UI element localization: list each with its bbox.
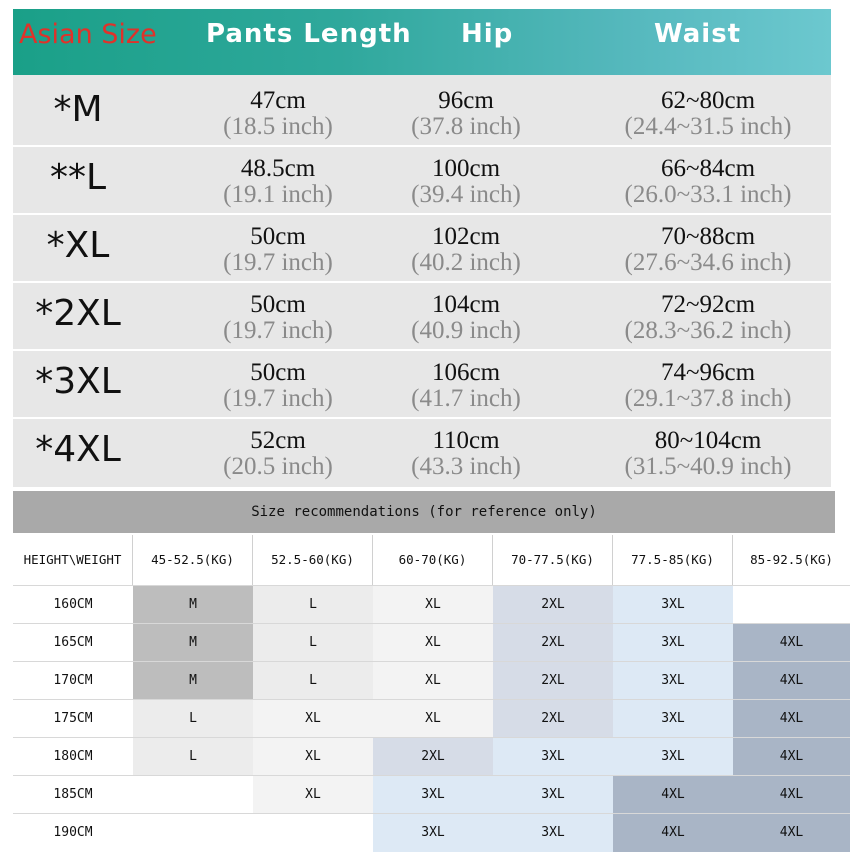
hip-value: 96cm (37.8 inch) [411,87,521,140]
height-cell: 180CM [13,738,133,776]
recommendation-title: Size recommendations (for reference only) [13,491,835,533]
size-label: *3XL [35,361,121,402]
weight-header: 52.5-60(KG) [253,535,373,585]
waist-value: 74~96cm (29.1~37.8 inch) [624,359,792,412]
size-cell: M [133,586,253,624]
height-cell: 175CM [13,700,133,738]
size-cell: 3XL [373,814,493,852]
waist-value: 66~84cm (26.0~33.1 inch) [624,155,792,208]
size-cell: XL [373,586,493,624]
size-cell: 4XL [733,700,850,738]
size-row [13,351,831,419]
size-cell: 2XL [493,586,613,624]
weight-header: 60-70(KG) [373,535,493,585]
size-cell [253,814,373,852]
size-cell: 4XL [613,814,733,852]
size-cell: 3XL [373,776,493,814]
waist-value: 62~80cm (24.4~31.5 inch) [624,87,792,140]
size-cell: M [133,624,253,662]
size-cell: 3XL [613,662,733,700]
header-hip: Hip [461,19,514,49]
size-chart-table [13,9,831,487]
size-row [13,419,831,485]
size-cell: 3XL [613,700,733,738]
size-cell: 4XL [733,738,850,776]
size-cell: 4XL [733,624,850,662]
size-cell [133,776,253,814]
size-row [13,283,831,351]
hip-value: 102cm (40.2 inch) [411,223,521,276]
recommendation-grid [13,585,850,850]
length-value: 50cm (19.7 inch) [223,223,333,276]
size-cell: 2XL [493,700,613,738]
hip-value: 104cm (40.9 inch) [411,291,521,344]
size-label: *2XL [35,293,121,334]
length-value: 50cm (19.7 inch) [223,291,333,344]
height-cell: 185CM [13,776,133,814]
length-value: 52cm (20.5 inch) [223,427,333,480]
header-pants-length: Pants Length [206,19,412,49]
height-cell: 170CM [13,662,133,700]
size-row [13,215,831,283]
waist-value: 70~88cm (27.6~34.6 inch) [624,223,792,276]
weight-header: 45-52.5(KG) [133,535,253,585]
corner-header: HEIGHT\WEIGHT [13,535,133,585]
table-row [13,737,850,776]
size-cell: 4XL [613,776,733,814]
size-cell [133,814,253,852]
size-label: **L [49,157,107,198]
height-cell: 160CM [13,586,133,624]
size-chart-header [13,9,831,75]
table-row [13,813,850,852]
size-cell: L [253,662,373,700]
table-row [13,585,850,624]
size-cell: 2XL [493,662,613,700]
size-cell [733,586,850,624]
recommendation-header [13,535,850,585]
size-cell: 2XL [373,738,493,776]
size-cell: XL [253,700,373,738]
hip-value: 100cm (39.4 inch) [411,155,521,208]
size-cell: L [253,586,373,624]
length-value: 47cm (18.5 inch) [223,87,333,140]
size-cell: XL [373,662,493,700]
size-cell: 4XL [733,662,850,700]
size-cell: 3XL [613,624,733,662]
header-asian-size: Asian Size [19,19,157,50]
waist-value: 80~104cm (31.5~40.9 inch) [624,427,792,480]
size-label: *4XL [35,429,121,470]
height-cell: 190CM [13,814,133,852]
size-cell: L [133,700,253,738]
size-cell: 3XL [613,738,733,776]
size-cell: XL [373,700,493,738]
size-cell: XL [373,624,493,662]
length-value: 50cm (19.7 inch) [223,359,333,412]
hip-value: 110cm (43.3 inch) [411,427,521,480]
weight-header: 77.5-85(KG) [613,535,733,585]
table-row [13,661,850,700]
size-cell: 3XL [493,776,613,814]
table-row [13,775,850,814]
weight-header: 70-77.5(KG) [493,535,613,585]
size-cell: XL [253,776,373,814]
length-value: 48.5cm (19.1 inch) [223,155,333,208]
table-row [13,623,850,662]
weight-header: 85-92.5(KG) [750,552,833,567]
size-label: *M [53,89,103,130]
header-waist: Waist [654,19,742,49]
size-row [13,147,831,215]
size-cell: 3XL [493,814,613,852]
size-label: *XL [46,225,110,266]
size-chart-body [13,79,831,487]
hip-value: 106cm (41.7 inch) [411,359,521,412]
waist-value: 72~92cm (28.3~36.2 inch) [624,291,792,344]
size-cell: 3XL [493,738,613,776]
size-cell: L [133,738,253,776]
size-cell: 4XL [733,814,850,852]
size-row [13,79,831,147]
size-cell: 4XL [733,776,850,814]
height-cell: 165CM [13,624,133,662]
size-cell: XL [253,738,373,776]
size-cell: L [253,624,373,662]
table-row [13,699,850,738]
size-cell: 3XL [613,586,733,624]
size-cell: 2XL [493,624,613,662]
size-cell: M [133,662,253,700]
